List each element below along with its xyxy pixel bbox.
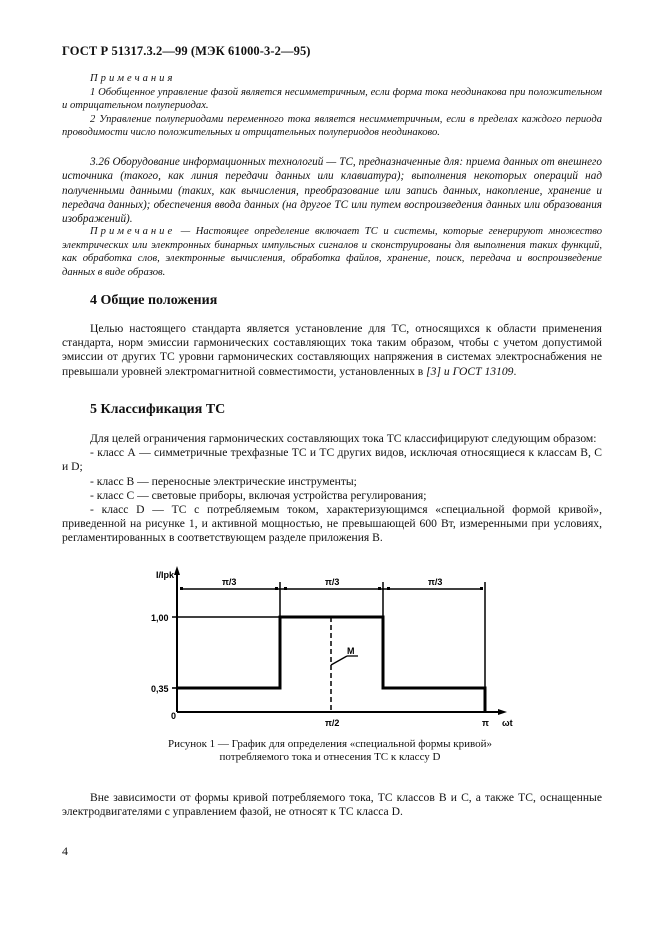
class-a-item: - класс А — симметричные трехфазные ТС и ТС других видов, исключая относящиеся к классам B, C и D; [62, 446, 602, 474]
x-axis-label: ωt [502, 718, 513, 728]
notes-block [62, 72, 602, 140]
y-tick-035: 0,35 [151, 684, 169, 694]
segment-label-2: π/3 [325, 577, 340, 587]
caption-line-2: потребляемого тока и отнесения ТС к классу D [219, 751, 441, 763]
y-tick-1: 1,00 [151, 613, 169, 623]
note-3-26 [62, 225, 602, 279]
definition-text: 3.26 Оборудование информационных технологий — ТС, предназначенные для: приема данных от внешнего источника (такого, как линия передачи данных или клавиатура); выполнения некоторых операций над полученными данными (таких, как вычисления, преобразование или запись данных, накопление, хранение и передача данных); обеспечения ввода данных (на другое ТС или путем воспроизведения данных или образования изображений). [62, 156, 602, 226]
class-d-item: - класс D — ТС с потребляемым током, характеризующимся «специальной формой кривой», приведенной на рисунке 1, и активной мощностью, не превышающей 600 Вт, измеренными при условиях, регламентированных в соответствующем разделе приложения В. [62, 503, 602, 545]
section-4-body: Целью настоящего стандарта является установление для ТС, относящихся к области применения стандарта, норм эмиссии гармонических составляющих тока таким образом, чтобы с учетом допустимой эмиссии от других ТС уровни гармонических составляющих напряжения в системах электроснабжения не превышали уровней электромагнитной совместимости, установленных в [3] и ГОСТ 13109. [62, 322, 602, 378]
section-4-reference: [3] и ГОСТ 13109 [426, 364, 514, 378]
note-item-2: 2 Управление полупериодами переменного тока является несимметричным, если в пределах каждого периода проводимости число положительных и отрицательных полупериодов неодинаково. [62, 113, 602, 139]
notes-heading: Примечания [90, 73, 176, 84]
section-5-body [62, 432, 602, 546]
figure-caption [150, 738, 510, 764]
x-tick-half-pi: π/2 [325, 718, 340, 728]
figure-1-chart [150, 560, 520, 730]
note-text: — Настоящее определение включает ТС и системы, которые генерируют множество электрических или электронных бинарных импульсных сигналов и сконструированы для выполнения таких функций, как обработка слов, электронные вычисления, обработка файлов, хранение, поиск, передача и воспроизведение данных в виде образов. [62, 226, 602, 278]
class-b-item: - класс B — переносные электрические инструменты; [90, 474, 357, 488]
closing-paragraph [62, 791, 602, 819]
y-axis-arrow-icon [174, 566, 180, 575]
section-5-title: 5 Классификация ТС [90, 402, 226, 417]
closing-text: Вне зависимости от формы кривой потребляемого тока, ТС классов B и C, а также ТС, оснащенные электродвигателями с управлением фазой, не относят к ТС класса D. [62, 791, 602, 819]
section-4-title: 4 Общие положения [90, 293, 218, 308]
segment-label-1: π/3 [222, 577, 237, 587]
section-5-intro: Для целей ограничения гармонических составляющих тока ТС классифицируют следующим образом: [90, 432, 597, 445]
section-4-text: Целью настоящего стандарта является установление для ТС, относящихся к области применения стандарта, норм эмиссии гармонических составляющих тока таким образом, чтобы с учетом допустимой эмиссии от других ТС уровни гармонических составляющих напряжения в системах электроснабжения не превышали уровней электромагнитной совместимости, установленных в [62, 322, 602, 378]
y-axis-label: I/Ipk [156, 570, 175, 580]
segment-label-3: π/3 [428, 577, 443, 587]
caption-line-1: Рисунок 1 — График для определения «специальной формы кривой» [167, 738, 493, 750]
x-axis-arrow-icon [498, 709, 507, 715]
annotation-m: M [347, 646, 355, 656]
class-c-item: - класс C — световые приборы, включая устройства регулирования; [90, 488, 427, 502]
y-tick-0: 0 [171, 711, 177, 721]
document-header: ГОСТ Р 51317.3.2—99 (МЭК 61000-3-2—95) [62, 44, 311, 58]
definition-3-26 [62, 155, 602, 226]
note-label: Примечание [90, 226, 176, 237]
note-item-1: 1 Обобщенное управление фазой является несимметричным, если форма тока неодинакова при положительном и отрицательном полупериодах. [62, 86, 602, 112]
page-number: 4 [62, 844, 68, 858]
x-tick-pi: π [482, 718, 489, 728]
